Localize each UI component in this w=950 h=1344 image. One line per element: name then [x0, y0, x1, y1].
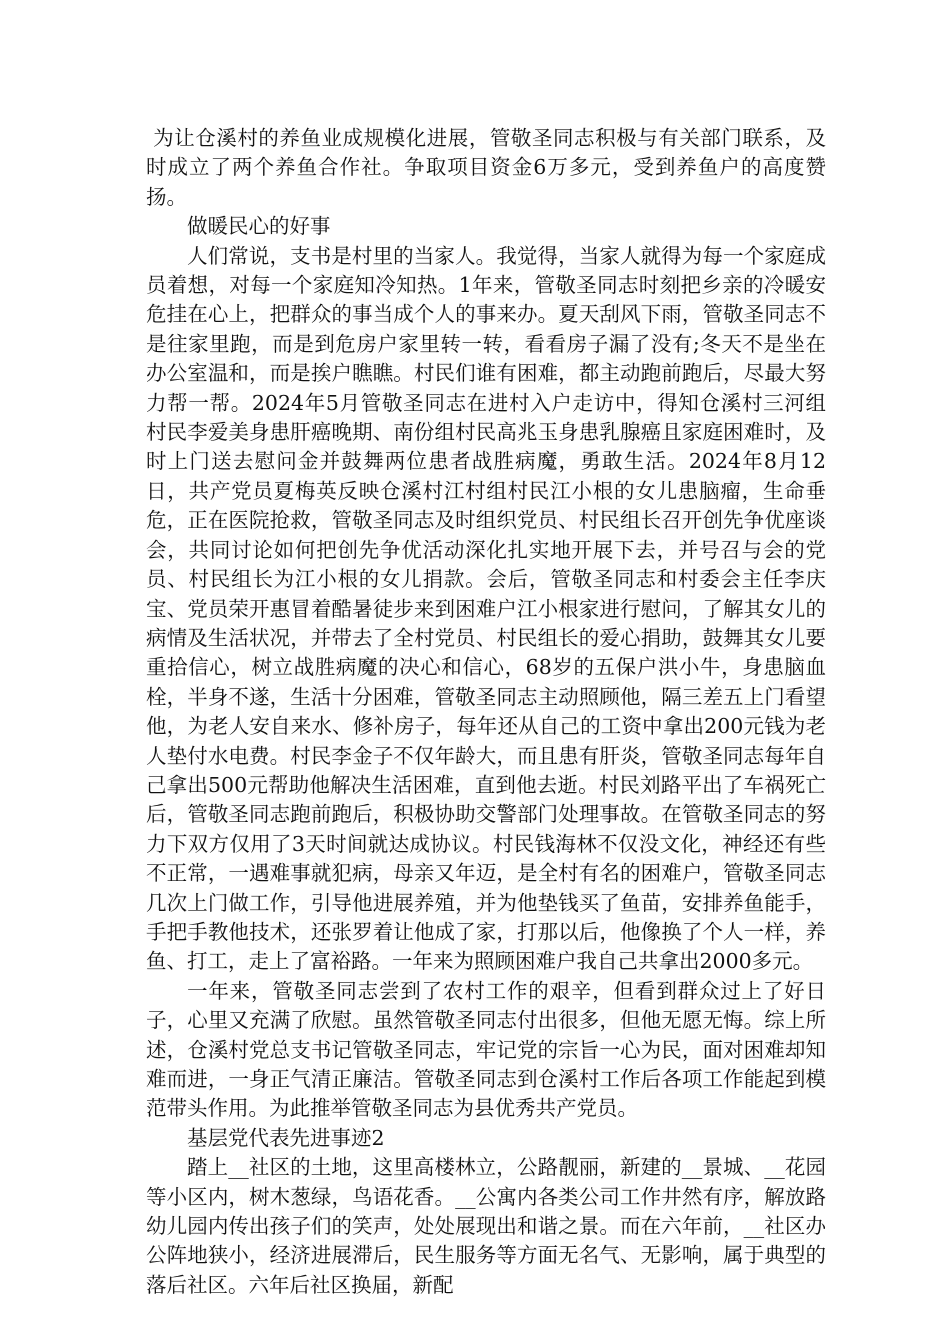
paragraph-summary: 一年来，管敬圣同志尝到了农村工作的艰辛，但看到群众过上了好日子，心里又充满了欣慰。虽然管敬圣同志付出很多，但他无愿无悔。综上所述，仓溪村党总支书记管敬圣同志，牢记党的宗旨一心为民，面对困难却知难而进，一身正气清正廉洁。管敬圣同志到仓溪村工作后各项工作能起到模范带头作用。为此推举管敬圣同志为县优秀共产党员。	[146, 978, 826, 1121]
paragraph-community: 踏上__社区的土地，这里高楼林立，公路靓丽，新建的__景城、__花园等小区内，树木葱绿，鸟语花香。__公寓内各类公司工作井然有序，解放路幼儿园内传出孩子们的笑声，处处展现出和谐之景。而在六年前，__社区办公阵地狭小，经济进展滞后，民生服务等方面无名气、无影响，属于典型的落后社区。六年后社区换届，新配	[146, 1155, 826, 1297]
paragraph-fish-cooperative: 为让仓溪村的养鱼业成规模化进展，管敬圣同志积极与有关部门联系，及时成立了两个养鱼合作社。争取项目资金6万多元，受到养鱼户的高度赞扬。	[146, 126, 826, 209]
paragraph-village-head: 人们常说，支书是村里的当家人。我觉得，当家人就得为每一个家庭成员着想，对每一个家庭知冷知热。1年来，管敬圣同志时刻把乡亲的冷暖安危挂在心上，把群众的事当成个人的事来办。夏天刮风下雨，管敬圣同志不是往家里跑，而是到危房户家里转一转，看看房子漏了没有;冬天不是坐在办公室温和，而是挨户瞧瞧。村民们谁有困难，都主动跑前跑后，尽最大努力帮一帮。2024年5月管敬圣同志在进村入户走访中，得知仓溪村三河组村民李爱美身患肝癌晚期、南份组村民高兆玉身患乳腺癌且家庭困难时，及时上门送去慰问金并鼓舞两位患者战胜病魔，勇敢生活。2024年8月12日，共产党员夏梅英反映仓溪村江村组村民江小根的女儿患脑瘤，生命垂危，正在医院抢救，管敬圣同志及时组织党员、村民组长召开创先争优座谈会，共同讨论如何把创先争优活动深化扎实地开展下去，并号召与会的党员、村民组长为江小根的女儿捐款。会后，管敬圣同志和村委会主任李庆宝、党员荣开惠冒着酷暑徒步来到困难户江小根家进行慰问，了解其女儿的病情及生活状况，并带去了全村党员、村民组长的爱心捐助，鼓舞其女儿要重拾信心，树立战胜病魔的决心和信心，68岁的五保户洪小牛，身患脑血栓，半身不遂，生活十分困难，管敬圣同志主动照顾他，隔三差五上门看望他，为老人安自来水、修补房子，每年还从自己的工资中拿出200元钱为老人垫付水电费。村民李金子不仅年龄大，而且患有肝炎，管敬圣同志每年自己拿出500元帮助他解决生活困难，直到他去逝。村民刘路平出了车祸死亡后，管敬圣同志跑前跑后，积极协助交警部门处理事故。在管敬圣同志的努力下双方仅用了3天时间就达成协议。村民钱海林不仅没文化，神经还有些不正常，一遇难事就犯病，母亲又年迈，是全村有名的困难户，管敬圣同志几次上门做工作，引导他进展养殖，并为他垫钱买了鱼苗，安排养鱼能手，手把手教他技术，还张罗着让他成了家，打那以后，他像换了个人一样，养鱼、打工，走上了富裕路。一年来为照顾困难户我自己共拿出2000多元。	[146, 243, 826, 974]
section-heading-warm-hearts: 做暖民心的好事	[187, 214, 331, 239]
document-page	[146, 124, 826, 1300]
section-heading-deeds-2: 基层党代表先进事迹2	[187, 1125, 385, 1150]
